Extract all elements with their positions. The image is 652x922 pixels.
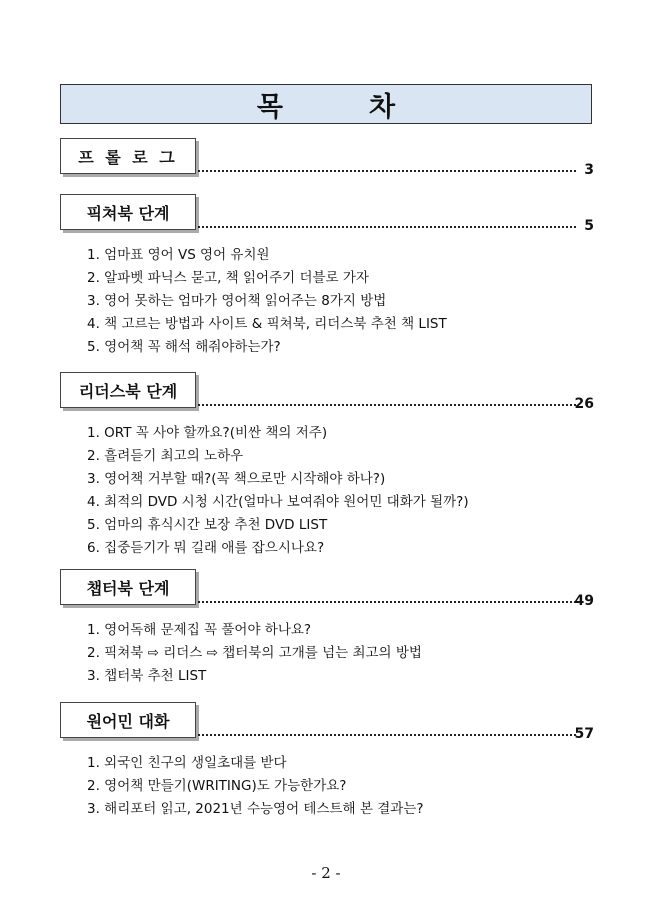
section-heading: 픽쳐북 단계 (60, 194, 196, 230)
page-number: 57 (574, 726, 594, 742)
item-list (87, 619, 422, 688)
toc-section-readers[interactable] (60, 372, 594, 556)
toc-title-part2: 차 (369, 91, 396, 123)
page-number: 26 (574, 396, 594, 412)
leader-dots (198, 601, 576, 603)
section-heading: 프 롤 로 그 (60, 138, 196, 174)
leader-dots (198, 734, 576, 736)
leader-dots (198, 170, 576, 172)
list-item[interactable]: 2. 흘려듣기 최고의 노하우 (87, 448, 244, 464)
toc-section-picturebook[interactable] (60, 194, 594, 355)
list-item[interactable]: 5. 영어책 꼭 해석 해줘야하는가? (87, 339, 281, 355)
list-item[interactable]: 1. ORT 꼭 사야 할까요?(비싼 책의 저주) (87, 425, 328, 441)
list-item[interactable]: 4. 최적의 DVD 시청 시간(얼마나 보여줘야 원어민 대화가 될까?) (87, 494, 469, 510)
toc-title-part1: 목 (256, 91, 283, 123)
item-list (87, 244, 447, 359)
list-item[interactable]: 2. 영어책 만들기(WRITING)도 가능한가요? (87, 778, 347, 794)
leader-dots (198, 226, 576, 228)
toc-section-native-conversation[interactable] (60, 702, 594, 817)
page-number: 49 (574, 593, 594, 609)
page-footer: - 2 - (311, 864, 341, 882)
toc-section-prologue[interactable] (60, 138, 594, 178)
toc-section-chapterbook[interactable] (60, 569, 594, 684)
list-item[interactable]: 3. 해리포터 읽고, 2021년 수능영어 테스트해 본 결과는? (87, 801, 424, 817)
item-list (87, 422, 469, 560)
list-item[interactable]: 4. 책 고르는 방법과 사이트 & 픽쳐북, 리더스북 추천 책 LIST (87, 316, 447, 332)
section-heading: 리더스북 단계 (60, 372, 196, 408)
section-heading: 원어민 대화 (60, 702, 196, 738)
list-item[interactable]: 3. 챕터북 추천 LIST (87, 668, 207, 684)
list-item[interactable]: 5. 엄마의 휴식시간 보장 추천 DVD LIST (87, 517, 328, 533)
page-number: 5 (584, 218, 594, 234)
list-item[interactable]: 1. 영어독해 문제집 꼭 풀어야 하나요? (87, 622, 312, 638)
page-number: 3 (584, 162, 594, 178)
item-list (87, 752, 424, 821)
list-item[interactable]: 6. 집중듣기가 뭐 길래 애를 잡으시나요? (87, 540, 325, 556)
list-item[interactable]: 2. 픽쳐북 ⇨ 리더스 ⇨ 챕터북의 고개를 넘는 최고의 방법 (87, 645, 422, 661)
list-item[interactable]: 1. 엄마표 영어 VS 영어 유치원 (87, 247, 270, 263)
list-item[interactable]: 1. 외국인 친구의 생일초대를 받다 (87, 755, 287, 771)
list-item[interactable]: 3. 영어책 거부할 때?(꼭 책으로만 시작해야 하나?) (87, 471, 386, 487)
toc-title (60, 84, 592, 124)
leader-dots (198, 404, 576, 406)
list-item[interactable]: 3. 영어 못하는 엄마가 영어책 읽어주는 8가지 방법 (87, 293, 387, 309)
section-heading: 챕터북 단계 (60, 569, 196, 605)
list-item[interactable]: 2. 알파벳 파닉스 묻고, 책 읽어주기 더블로 가자 (87, 270, 369, 286)
